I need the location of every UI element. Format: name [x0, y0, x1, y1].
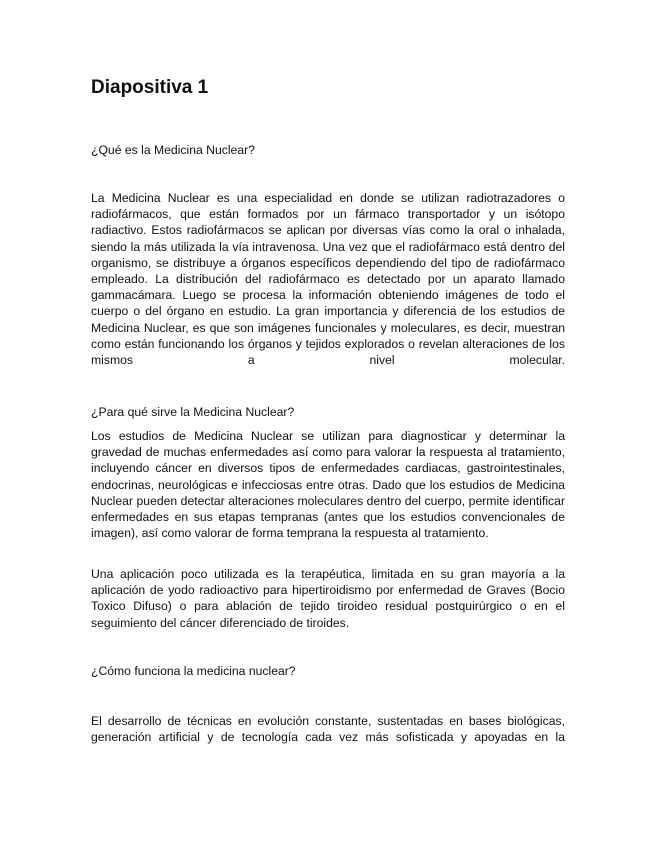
- section-heading-como-funciona: ¿Cómo funciona la medicina nuclear?: [91, 664, 296, 678]
- page-title: Diapositiva 1: [91, 77, 209, 98]
- section-paragraph: La Medicina Nuclear es una especialidad en donde se utilizan radiotrazadores o radiofármacos, que están formados por un fármaco transportador y un isótopo radiactivo. Estos radiofármacos se aplican por diversas vías como la oral o inhalada, siendo la más utilizada la vía intravenosa. Una vez que el radiofármaco está dentro del organismo, se distribuye a órganos específicos dependiendo del tipo de radiofármaco empleado. La distribución del radiofármaco es detectado por un aparato llamado gammacámara. Luego se procesa la información obteniendo imágenes de todo el cuerpo o del órgano en estudio. La gran importancia y diferencia de los estudios de Medicina Nuclear, es que son imágenes funcionales y moleculares, es decir, muestran como están funcionando los órganos y tejidos explorados o revelan alteraciones de los mismos a nivel molecular.: [91, 191, 565, 368]
- section-paragraph: El desarrollo de técnicas en evolución constante, sustentadas en bases biológicas, generación artificial y de tecnología cada vez más sofisticada y apoyadas en la: [91, 714, 565, 745]
- section-paragraph: Una aplicación poco utilizada es la terapéutica, limitada en su gran mayoría a la aplicación de yodo radioactivo para hipertiroidismo por enfermedad de Graves (Bocio Toxico Difuso) o para ablación de tejido tiroideo residual postquirúrgico o en el seguimiento del cáncer diferenciado de tiroides.: [91, 567, 565, 630]
- section-heading-que-es: ¿Qué es la Medicina Nuclear?: [91, 143, 255, 157]
- section-paragraph: Los estudios de Medicina Nuclear se utilizan para diagnosticar y determinar la gravedad de muchas enfermedades así como para valorar la respuesta al tratamiento, incluyendo cáncer en diversos tipos de enfermedades cardiacas, gastrointestinales, endocrinas, neurológicas e infecciosas entre otras. Dado que los estudios de Medicina Nuclear pueden detectar alteraciones moleculares dentro del cuerpo, permite identificar enfermedades en sus etapas tempranas (antes que los estudios convencionales de imagen), así como valorar de forma temprana la respuesta al tratamiento.: [91, 429, 565, 541]
- section-heading-para-que-sirve: ¿Para qué sirve la Medicina Nuclear?: [91, 405, 295, 419]
